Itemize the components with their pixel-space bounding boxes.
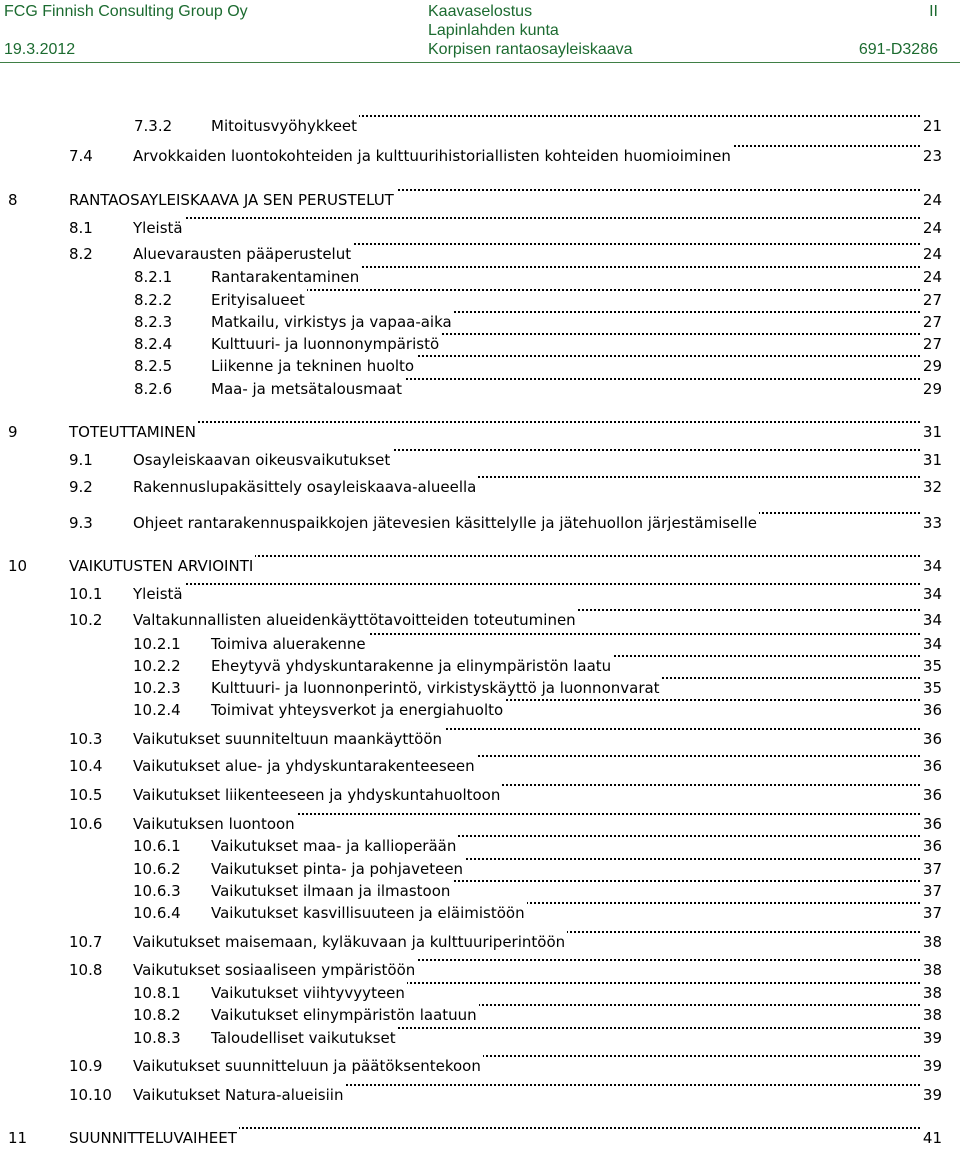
toc-entry[interactable] [0, 677, 960, 699]
toc-entry-page: 23 [922, 147, 942, 165]
toc-entry-number: 10.2.1 [133, 635, 181, 653]
toc-entry[interactable] [0, 378, 960, 400]
toc-entry-page: 31 [922, 423, 942, 441]
toc-entry-page: 34 [922, 635, 942, 653]
toc-entry-page: 29 [922, 380, 942, 398]
toc-entry-number: 10 [8, 557, 28, 575]
toc-entry-page: 21 [922, 117, 942, 135]
toc-entry[interactable] [0, 476, 960, 498]
toc-entry-number: 7.4 [69, 147, 93, 165]
toc-leader-dots [133, 217, 920, 219]
toc-entry-page: 36 [922, 786, 942, 804]
toc-entry[interactable] [0, 931, 960, 953]
toc-entry[interactable] [0, 189, 960, 211]
toc-entry-number: 10.6.4 [133, 904, 181, 922]
toc-entry-title: Yleistä [133, 585, 183, 603]
toc-entry-page: 39 [922, 1057, 942, 1075]
toc-entry-number: 10.2.4 [133, 701, 181, 719]
toc-entry-title: Matkailu, virkistys ja vapaa-aika [211, 313, 452, 331]
toc-entry[interactable] [0, 333, 960, 355]
project-code: 691-D3286 [858, 41, 938, 58]
toc-entry-page: 39 [922, 1086, 942, 1104]
toc-entry[interactable] [0, 858, 960, 880]
toc-entry-page: 31 [922, 451, 942, 469]
toc-entry-number: 10.8.1 [133, 984, 181, 1002]
toc-entry[interactable] [0, 1027, 960, 1049]
toc-entry-title: Vaikutuksen luontoon [133, 815, 295, 833]
toc-entry-number: 9 [8, 423, 18, 441]
toc-entry-page: 34 [922, 585, 942, 603]
toc-entry-title: Arvokkaiden luontokohteiden ja kulttuurihistoriallisten kohteiden huomioiminen [133, 147, 731, 165]
toc-entry[interactable] [0, 115, 960, 137]
toc-entry-page: 36 [922, 815, 942, 833]
toc-entry-title: RANTAOSAYLEISKAAVA JA SEN PERUSTELUT [69, 191, 394, 209]
toc-entry[interactable] [0, 145, 960, 167]
toc-entry-title: Kulttuuri- ja luonnonympäristö [211, 335, 440, 353]
toc-entry-number: 10.9 [69, 1057, 103, 1075]
toc-entry-number: 10.6.3 [133, 882, 181, 900]
toc-entry[interactable] [0, 1127, 960, 1149]
toc-entry-title: Vaikutukset sosiaaliseen ympäristöön [133, 961, 416, 979]
document-date: 19.3.2012 [4, 41, 76, 58]
toc-entry-page: 38 [922, 933, 942, 951]
toc-entry-number: 10.1 [69, 585, 103, 603]
toc-entry-title: Valtakunnallisten alueidenkäyttötavoitteiden toteutuminen [133, 611, 576, 629]
toc-entry-page: 34 [922, 611, 942, 629]
toc-entry-title: Maa- ja metsätalousmaat [211, 380, 402, 398]
toc-entry-title: Osayleiskaavan oikeusvaikutukset [133, 451, 391, 469]
toc-entry-page: 27 [922, 335, 942, 353]
toc-entry-title: Vaikutukset elinympäristön laatuun [211, 1006, 477, 1024]
toc-leader-dots [211, 289, 920, 291]
toc-entry[interactable] [0, 289, 960, 311]
toc-entry-number: 10.8 [69, 961, 103, 979]
toc-leader-dots [133, 583, 920, 585]
toc-entry-title: Vaikutukset pinta- ja pohjaveteen [211, 860, 464, 878]
toc-entry-number: 8 [8, 191, 18, 209]
toc-entry[interactable] [0, 755, 960, 777]
toc-entry-page: 38 [922, 1006, 942, 1024]
toc-entry[interactable] [0, 1084, 960, 1106]
document-type: Kaavaselostus [428, 3, 533, 20]
toc-entry-page: 24 [922, 245, 942, 263]
toc-entry[interactable] [0, 835, 960, 857]
toc-entry-page: 38 [922, 961, 942, 979]
toc-entry-number: 10.10 [69, 1086, 112, 1104]
toc-entry-title: Vaikutukset Natura-alueisiin [133, 1086, 344, 1104]
toc-entry-title: Vaikutukset maisemaan, kyläkuvaan ja kulttuuriperintöön [133, 933, 566, 951]
toc-entry-title: Liikenne ja tekninen huolto [211, 357, 415, 375]
toc-entry[interactable] [0, 699, 960, 721]
toc-entry-number: 10.4 [69, 757, 103, 775]
toc-entry[interactable] [0, 813, 960, 835]
toc-entry-title: Aluevarausten pääperustelut [133, 245, 352, 263]
toc-entry[interactable] [0, 1004, 960, 1026]
plan-name: Korpisen rantaosayleiskaava [428, 41, 633, 58]
toc-entry-number: 10.5 [69, 786, 103, 804]
toc-entry[interactable] [0, 421, 960, 443]
toc-entry-page: 24 [922, 268, 942, 286]
toc-entry-number: 10.2.2 [133, 657, 181, 675]
toc-entry-title: Toimivat yhteysverkot ja energiahuolto [211, 701, 504, 719]
toc-entry-number: 8.2.3 [134, 313, 173, 331]
toc-entry-page: 36 [922, 701, 942, 719]
toc-entry-title: Eheytyvä yhdyskuntarakenne ja elinympäristön laatu [211, 657, 612, 675]
toc-entry-page: 33 [922, 514, 942, 532]
toc-entry-number: 10.2 [69, 611, 103, 629]
section-number: II [929, 3, 938, 20]
toc-entry-title: Ohjeet rantarakennuspaikkojen jätevesien käsittelylle ja jätehuollon järjestämiselle [133, 514, 757, 532]
toc-entry-title: Kulttuuri- ja luonnonperintö, virkistyskäyttö ja luonnonvarat [211, 679, 660, 697]
toc-entry-title: Taloudelliset vaikutukset [211, 1029, 396, 1047]
toc-entry[interactable] [0, 784, 960, 806]
toc-entry-page: 39 [922, 1029, 942, 1047]
toc-entry-page: 27 [922, 291, 942, 309]
toc-entry-number: 11 [8, 1129, 28, 1147]
toc-entry-number: 10.7 [69, 933, 103, 951]
toc-entry-page: 37 [922, 882, 942, 900]
toc-entry-title: Rantarakentaminen [211, 268, 360, 286]
toc-entry-page: 24 [922, 219, 942, 237]
toc-entry-page: 36 [922, 837, 942, 855]
toc-entry-number: 8.2 [69, 245, 93, 263]
toc-entry-title: TOTEUTTAMINEN [69, 423, 197, 441]
toc-entry[interactable] [0, 880, 960, 902]
toc-entry-page: 35 [922, 679, 942, 697]
toc-entry[interactable] [0, 266, 960, 288]
toc-entry[interactable] [0, 243, 960, 265]
toc-entry-title: SUUNNITTELUVAIHEET [69, 1129, 237, 1147]
toc-entry[interactable] [0, 728, 960, 750]
toc-entry-number: 9.3 [69, 514, 93, 532]
toc-entry[interactable] [0, 311, 960, 333]
toc-entry-number: 10.6.2 [133, 860, 181, 878]
toc-entry-number: 10.2.3 [133, 679, 181, 697]
toc-entry-number: 8.2.6 [134, 380, 173, 398]
company-name: FCG Finnish Consulting Group Oy [4, 3, 248, 20]
toc-entry-page: 36 [922, 757, 942, 775]
toc-entry-page: 37 [922, 860, 942, 878]
toc-entry-number: 7.3.2 [134, 117, 173, 135]
toc-entry-page: 34 [922, 557, 942, 575]
toc-entry-title: Erityisalueet [211, 291, 305, 309]
toc-entry-number: 10.6 [69, 815, 103, 833]
toc-entry-page: 35 [922, 657, 942, 675]
toc-entry-page: 38 [922, 984, 942, 1002]
toc-entry[interactable] [0, 555, 960, 577]
toc-entry-title: Vaikutukset ilmaan ja ilmastoon [211, 882, 451, 900]
toc-entry[interactable] [0, 902, 960, 924]
toc-entry[interactable] [0, 633, 960, 655]
toc-entry-number: 10.8.3 [133, 1029, 181, 1047]
toc-entry[interactable] [0, 982, 960, 1004]
toc-entry-title: Vaikutukset liikenteeseen ja yhdyskuntahuoltoon [133, 786, 501, 804]
toc-entry[interactable] [0, 217, 960, 239]
toc-entry-page: 32 [922, 478, 942, 496]
toc-entry-title: Vaikutukset kasvillisuuteen ja eläimistöön [211, 904, 525, 922]
toc-entry-title: Toimiva aluerakenne [211, 635, 366, 653]
toc-entry[interactable] [0, 655, 960, 677]
toc-entry-page: 29 [922, 357, 942, 375]
toc-entry[interactable] [0, 609, 960, 631]
toc-entry-page: 37 [922, 904, 942, 922]
toc-entry-title: VAIKUTUSTEN ARVIOINTI [69, 557, 254, 575]
toc-entry-number: 8.2.4 [134, 335, 173, 353]
toc-entry-title: Vaikutukset viihtyvyyteen [211, 984, 405, 1002]
toc-entry-page: 24 [922, 191, 942, 209]
toc-entry[interactable] [0, 583, 960, 605]
toc-entry-title: Mitoitusvyöhykkeet [211, 117, 358, 135]
toc-entry-title: Rakennuslupakäsittely osayleiskaava-alueella [133, 478, 477, 496]
toc-entry[interactable] [0, 449, 960, 471]
toc-entry[interactable] [0, 959, 960, 981]
toc-entry-title: Yleistä [133, 219, 183, 237]
toc-entry-title: Vaikutukset suunniteltuun maankäyttöön [133, 730, 443, 748]
toc-entry-number: 8.2.1 [134, 268, 173, 286]
toc-entry[interactable] [0, 355, 960, 377]
toc-entry-number: 10.3 [69, 730, 103, 748]
toc-entry-page: 36 [922, 730, 942, 748]
municipality-name: Lapinlahden kunta [428, 22, 559, 39]
toc-entry-number: 9.2 [69, 478, 93, 496]
toc-entry-number: 10.8.2 [133, 1006, 181, 1024]
toc-entry[interactable] [0, 1055, 960, 1077]
toc-entry[interactable] [0, 512, 960, 534]
toc-entry-title: Vaikutukset alue- ja yhdyskuntarakenteeseen [133, 757, 475, 775]
toc-entry-page: 27 [922, 313, 942, 331]
toc-entry-title: Vaikutukset maa- ja kallioperään [211, 837, 457, 855]
toc-entry-number: 9.1 [69, 451, 93, 469]
toc-entry-number: 8.2.5 [134, 357, 173, 375]
toc-entry-number: 8.1 [69, 219, 93, 237]
toc-entry-page: 41 [922, 1129, 942, 1147]
toc-entry-number: 8.2.2 [134, 291, 173, 309]
toc-entry-number: 10.6.1 [133, 837, 181, 855]
toc-entry-title: Vaikutukset suunnitteluun ja päätöksentekoon [133, 1057, 481, 1075]
